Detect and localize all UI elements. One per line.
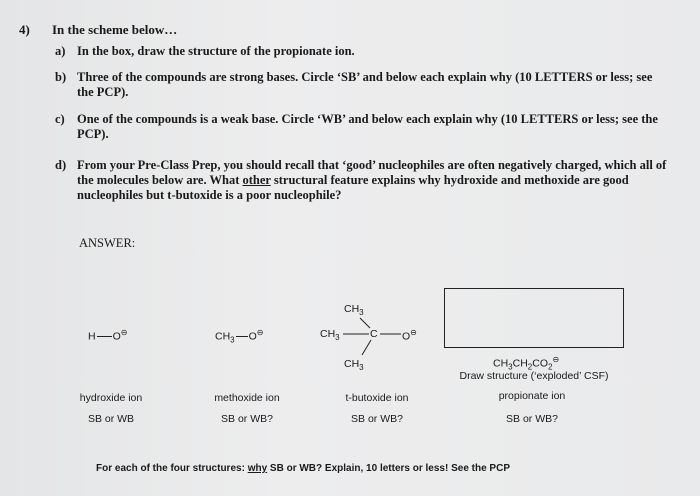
methoxide-name: methoxide ion bbox=[214, 392, 280, 404]
part-b bbox=[55, 70, 675, 100]
footer-instructions bbox=[96, 463, 510, 474]
formula-sub: 2 bbox=[548, 362, 553, 372]
hydroxide-choice[interactable]: SB or WB bbox=[87, 413, 135, 425]
hydroxide-h: H bbox=[88, 330, 96, 343]
part-a bbox=[55, 44, 675, 59]
methoxide-o: O bbox=[248, 330, 257, 343]
tbutoxide-bottom-methyl bbox=[344, 358, 364, 372]
negative-charge-icon: ⊖ bbox=[256, 328, 264, 337]
hydroxide-o: O bbox=[112, 330, 121, 343]
tbutoxide-name: t-butoxide ion bbox=[345, 392, 409, 404]
methoxide-sub: 3 bbox=[230, 335, 235, 345]
negative-charge-icon: ⊖ bbox=[410, 328, 417, 337]
part-c-label: c) bbox=[55, 112, 65, 126]
formula-ch: CH bbox=[493, 357, 509, 370]
part-b-text: Three of the compounds are strong bases. Circle ‘SB’ and below each explain why (10 LETTERS or less; see the PCP). bbox=[77, 70, 653, 99]
propionate-drawing-box[interactable] bbox=[444, 288, 624, 348]
negative-charge-icon: ⊖ bbox=[552, 355, 560, 364]
tbutoxide-central-carbon: C bbox=[370, 328, 378, 340]
part-d-label: d) bbox=[55, 158, 67, 172]
hydroxide-structure bbox=[88, 328, 127, 343]
part-d-text bbox=[77, 158, 667, 203]
part-c bbox=[55, 112, 675, 142]
footer-text-end: SB or WB? Explain, 10 letters or less! See the PCP bbox=[267, 463, 510, 474]
methyl-sub: 3 bbox=[359, 308, 364, 318]
part-d-underlined-word: other bbox=[242, 173, 271, 187]
footer-underlined-word: why bbox=[247, 463, 268, 474]
oxygen-o: O bbox=[402, 330, 411, 343]
propionate-name: propionate ion bbox=[498, 390, 566, 402]
part-b-label: b) bbox=[55, 70, 67, 84]
propionate-caption: Draw structure (‘exploded’ CSF) bbox=[459, 370, 609, 382]
formula-sub: 2 bbox=[527, 362, 533, 372]
negative-charge-icon: ⊖ bbox=[120, 328, 128, 337]
part-d-text-start: From your Pre-Class Prep, you should recall that ‘good’ nucleophiles are often negatively charged, which all of the molecules below are. What bbox=[77, 158, 667, 187]
methyl-ch: CH bbox=[344, 303, 360, 315]
methyl-ch: CH bbox=[344, 358, 360, 370]
hydroxide-name: hydroxide ion bbox=[79, 392, 143, 404]
question-number: 4) bbox=[19, 22, 30, 37]
bond-line bbox=[236, 336, 248, 337]
propionate-choice[interactable]: SB or WB? bbox=[506, 413, 558, 425]
tbutoxide-choice[interactable]: SB or WB? bbox=[351, 413, 403, 425]
methoxide-structure bbox=[215, 328, 264, 345]
part-c-text: One of the compounds is a weak base. Circle ‘WB’ and below each explain why (10 LETTERS or less; see the PCP). bbox=[77, 112, 658, 141]
part-a-text: In the box, draw the structure of the propionate ion. bbox=[77, 44, 355, 58]
part-a-label: a) bbox=[55, 44, 66, 58]
bond-line bbox=[97, 336, 112, 337]
methyl-ch: CH bbox=[320, 328, 336, 340]
methoxide-ch: CH bbox=[215, 330, 231, 343]
formula-ch2: CH bbox=[512, 357, 528, 370]
formula-co: CO bbox=[532, 357, 548, 370]
part-d-text-end: structural feature explains why hydroxide and methoxide are good nucleophiles but t-butoxide is a poor nucleophile? bbox=[77, 173, 629, 202]
answer-label: ANSWER: bbox=[79, 236, 136, 250]
formula-sub: 3 bbox=[508, 362, 513, 372]
part-d bbox=[55, 158, 675, 203]
methyl-sub: 3 bbox=[359, 363, 364, 373]
footer-text-start: For each of the four structures: bbox=[96, 463, 248, 474]
methyl-sub: 3 bbox=[335, 333, 340, 343]
methoxide-choice[interactable]: SB or WB? bbox=[221, 413, 273, 425]
question-intro: In the scheme below… bbox=[52, 22, 178, 37]
tbutoxide-bonds-icon bbox=[330, 315, 410, 360]
